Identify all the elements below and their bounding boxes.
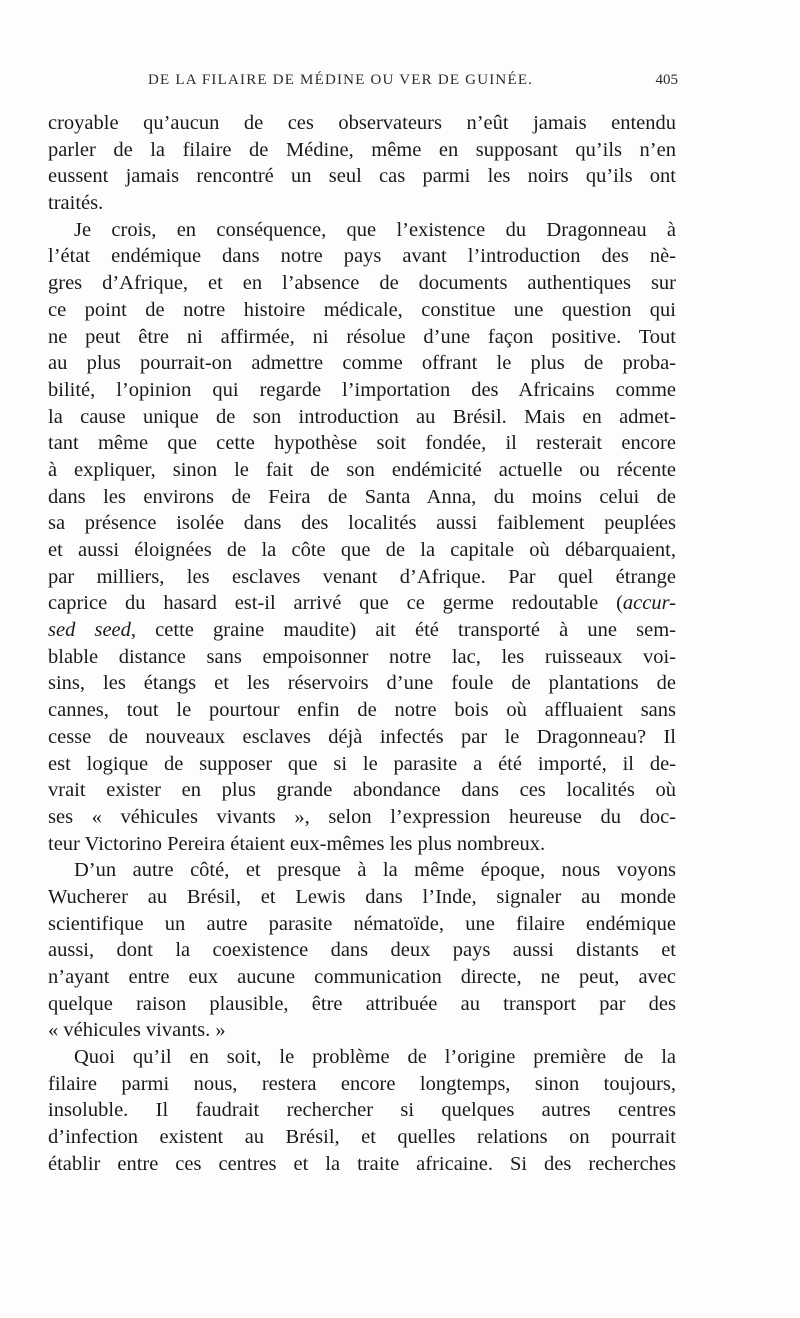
text-line: établir entre ces centres et la traite africaine. Si des recherches [48, 1152, 676, 1175]
page-number: 405 [655, 72, 678, 88]
text-line: la cause unique de son introduction au Brésil. Mais en admet- [48, 405, 676, 428]
text-line: l’état endémique dans notre pays avant l’introduction des nè- [48, 245, 676, 268]
text-line: sa présence isolée dans des localités aussi faiblement peuplées [48, 512, 676, 535]
text-line: dans les environs de Feira de Santa Anna, du moins celui de [48, 485, 676, 508]
text-segment: caprice du hasard est-il arrivé que ce germe redoutable ( [48, 592, 623, 615]
text-line: sins, les étangs et les réservoirs d’une foule de plantations de [48, 672, 676, 695]
text-line: bilité, l’opinion qui regarde l’importation des Africains comme [48, 378, 676, 401]
text-line [48, 617, 676, 644]
text-line: D’un autre côté, et presque à la même époque, nous voyons [74, 859, 676, 882]
text-line: quelque raison plausible, être attribuée au transport par des [48, 992, 676, 1015]
text-line: tant même que cette hypothèse soit fondée, il resterait encore [48, 432, 676, 455]
text-line: est logique de supposer que si le parasite a été importé, il de- [48, 752, 676, 775]
text-line: ses « véhicules vivants », selon l’expression heureuse du doc- [48, 805, 676, 828]
text-line: insoluble. Il faudrait rechercher si quelques autres centres [48, 1099, 676, 1122]
text-line: croyable qu’aucun de ces observateurs n’eût jamais entendu [48, 112, 676, 134]
text-line: ne peut être ni affirmée, ni résolue d’une façon positive. Tout [48, 325, 676, 348]
text-line: filaire parmi nous, restera encore longtemps, sinon toujours, [48, 1072, 676, 1095]
text-line: blable distance sans empoisonner notre lac, les ruisseaux voi- [48, 645, 676, 668]
text-line: Quoi qu’il en soit, le problème de l’origine première de la [74, 1046, 676, 1069]
text-line: ce point de notre histoire médicale, constitue une question qui [48, 298, 676, 321]
text-line [48, 590, 676, 617]
text-line: scientifique un autre parasite nématoïde, une filaire endémique [48, 912, 676, 935]
text-line: Je crois, en conséquence, que l’existence du Dragonneau à [74, 218, 676, 241]
text-line: traités. [48, 192, 104, 215]
text-line: et aussi éloignées de la côte que de la capitale où débarquaient, [48, 539, 676, 561]
italic-text-segment: accur- [622, 592, 676, 615]
text-line: d’infection existent au Brésil, et quelles relations on pourrait [48, 1126, 676, 1149]
text-line: teur Victorino Pereira étaient eux-mêmes les plus nombreux. [48, 832, 546, 855]
text-line: n’ayant entre eux aucune communication directe, ne peut, avec [48, 966, 676, 988]
text-line: cannes, tout le pourtour enfin de notre bois où affluaient sans [48, 699, 676, 722]
text-line: au plus pourrait-on admettre comme offrant le plus de proba- [48, 352, 676, 375]
text-line: aussi, dont la coexistence dans deux pays aussi distants et [48, 939, 676, 962]
text-line: gres d’Afrique, et en l’absence de documents authentiques sur [48, 272, 676, 295]
text-segment: , cette graine maudite) ait été transporté à une sem- [130, 619, 676, 642]
text-line: vrait exister en plus grande abondance dans ces localités où [48, 779, 676, 802]
running-head [48, 72, 678, 96]
text-line: à expliquer, sinon le fait de son endémicité actuelle ou récente [48, 458, 676, 481]
text-line: « véhicules vivants. » [48, 1019, 226, 1042]
text-line: parler de la filaire de Médine, même en supposant qu’ils n’en [48, 138, 676, 161]
text-line: par milliers, les esclaves venant d’Afrique. Par quel étrange [48, 565, 676, 588]
text-line: eussent jamais rencontré un seul cas parmi les noirs qu’ils ont [48, 165, 676, 188]
text-line: Wucherer au Brésil, et Lewis dans l’Inde, signaler au monde [48, 885, 676, 908]
body-text [48, 110, 676, 1178]
italic-text-segment: sed seed [48, 619, 131, 642]
running-title: DE LA FILAIRE DE MÉDINE OU VER DE GUINÉE. [148, 72, 534, 88]
text-line: cesse de nouveaux esclaves déjà infectés par le Dragonneau? Il [48, 725, 676, 748]
